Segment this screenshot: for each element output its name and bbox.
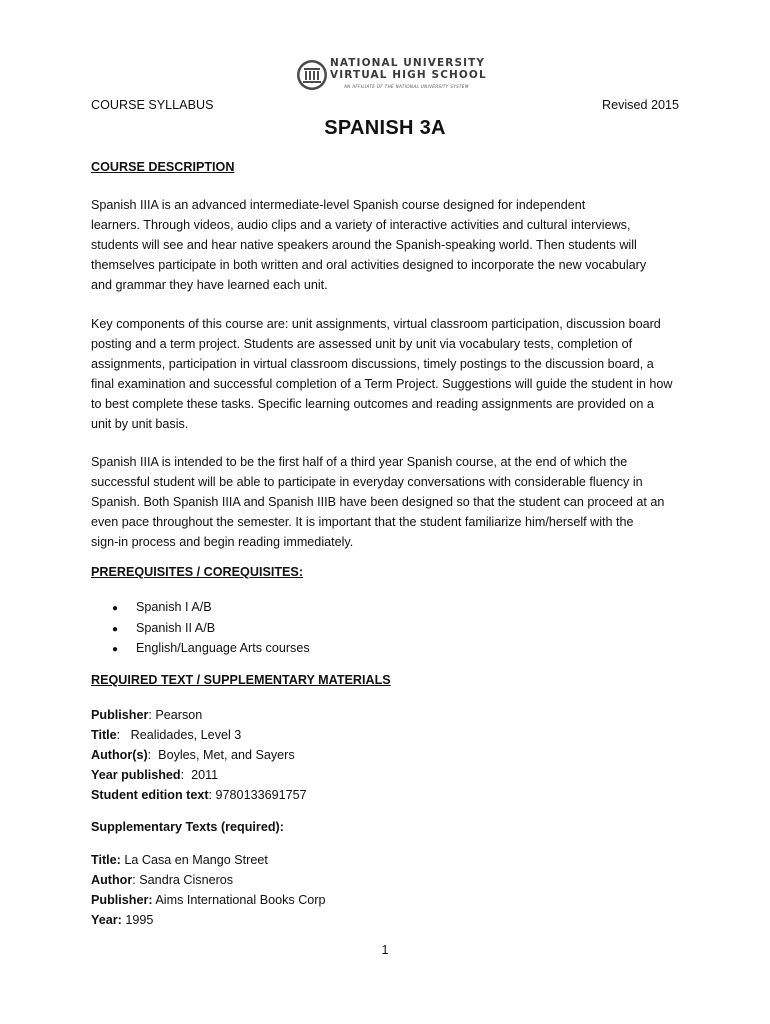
header-revised-date: Revised 2015 (601, 98, 679, 112)
list-item-label: English/Language Arts courses (136, 641, 310, 655)
materials-heading: REQUIRED TEXT / SUPPLEMENTARY MATERIALS (91, 673, 391, 687)
school-logo (296, 55, 486, 100)
field-supp-author (91, 870, 326, 890)
paragraph-line: Key components of this course are: unit assignments, virtual classroom participation, discussion board (91, 317, 661, 331)
paragraph-line: Spanish IIIA is an advanced intermediate-level Spanish course designed for independent (91, 198, 586, 212)
field-label: Year published (91, 768, 181, 782)
list-item (112, 597, 310, 618)
field-value: Boyles, Met, and Sayers (158, 748, 295, 762)
paragraph-line: learners. Through videos, audio clips and a variety of interactive activities and cultural interviews, (91, 218, 631, 232)
paragraph-line: posting and a term project. Students are assessed unit by unit via vocabulary tests, completion of (91, 337, 633, 351)
prerequisites-list (112, 597, 310, 659)
field-label: Title (91, 728, 117, 742)
paragraph-line: students will see and hear native speakers around the Spanish-speaking world. Then students will (91, 238, 637, 252)
building-icon (296, 59, 328, 91)
course-description-heading: COURSE DESCRIPTION (91, 160, 235, 174)
prerequisites-heading: PREREQUISITES / COREQUISITES: (91, 565, 304, 579)
field-publisher (91, 705, 307, 725)
field-label: Author (91, 873, 133, 887)
field-value: 1995 (125, 913, 154, 927)
paragraph-line: unit by unit basis. (91, 417, 189, 431)
field-separator: : (148, 708, 156, 722)
paragraph-line: even pace throughout the semester. It is important that the student familiarize him/herself with the (91, 515, 634, 529)
description-paragraph-2 (91, 314, 691, 434)
paragraph-line: sign-in process and begin reading immediately. (91, 535, 354, 549)
paragraph-line: themselves participate in both written and oral activities designed to incorporate the new vocabulary (91, 258, 647, 272)
field-value: Sandra Cisneros (139, 873, 234, 887)
field-label: Title: (91, 853, 121, 867)
field-value: 9780133691757 (215, 788, 307, 802)
paragraph-line: assignments, participation in virtual classroom discussions, timely postings to the discussion board, a (91, 357, 654, 371)
paragraph-line: Spanish. Both Spanish IIIA and Spanish IIIB have been designed so that the student can proceed at an (91, 495, 665, 509)
field-label: Author(s) (91, 748, 148, 762)
description-paragraph-1 (91, 195, 691, 295)
list-item-label: Spanish I A/B (136, 600, 212, 614)
header-course-syllabus: COURSE SYLLABUS (91, 98, 214, 112)
field-label: Publisher (91, 708, 149, 722)
field-separator: : (147, 748, 159, 762)
field-label: Student edition text (91, 788, 209, 802)
field-value: Aims International Books Corp (155, 893, 326, 907)
field-value: La Casa en Mango Street (124, 853, 268, 867)
field-student-edition (91, 785, 307, 805)
bullet-icon: ● (112, 644, 119, 655)
paragraph-line: to best complete these tasks. Specific learning outcomes and reading assignments are provided on a (91, 397, 654, 411)
supplementary-heading: Supplementary Texts (required): (91, 820, 284, 834)
field-label: Publisher: (91, 893, 153, 907)
logo-line-2: VIRTUAL HIGH SCHOOL (330, 69, 487, 81)
paragraph-line: and grammar they have learned each unit. (91, 278, 328, 292)
description-paragraph-3 (91, 452, 691, 552)
supplementary-fields (91, 850, 326, 930)
required-text-fields (91, 705, 307, 805)
field-separator: : (180, 768, 192, 782)
paragraph-line: successful student will be able to participate in everyday conversations with considerable fluency in (91, 475, 643, 489)
field-supp-title (91, 850, 326, 870)
field-value: Pearson (155, 708, 203, 722)
bullet-icon: ● (112, 603, 119, 614)
field-separator: : (132, 873, 140, 887)
field-separator: : (116, 728, 131, 742)
field-title (91, 725, 307, 745)
field-value: Realidades, Level 3 (130, 728, 242, 742)
bullet-icon: ● (112, 623, 119, 635)
list-item (112, 618, 310, 639)
field-authors (91, 745, 307, 765)
field-supp-year (91, 910, 326, 930)
paragraph-line: final examination and successful completion of a Term Project. Suggestions will guide the student in how (91, 377, 673, 391)
list-item (112, 638, 310, 659)
page-title: SPANISH 3A (324, 117, 446, 139)
logo-line-1: NATIONAL UNIVERSITY (330, 57, 486, 69)
field-value: 2011 (191, 768, 219, 782)
field-year-published (91, 765, 307, 785)
page-number: 1 (381, 943, 389, 957)
list-item-label: Spanish II A/B (136, 620, 216, 635)
logo-tagline: AN AFFILIATE OF THE NATIONAL UNIVERSITY SYSTEM (344, 84, 469, 89)
field-label: Year: (91, 913, 122, 927)
field-separator: : (208, 788, 216, 802)
paragraph-line: Spanish IIIA is intended to be the first half of a third year Spanish course, at the end of which the (91, 455, 628, 469)
field-supp-publisher (91, 890, 326, 910)
